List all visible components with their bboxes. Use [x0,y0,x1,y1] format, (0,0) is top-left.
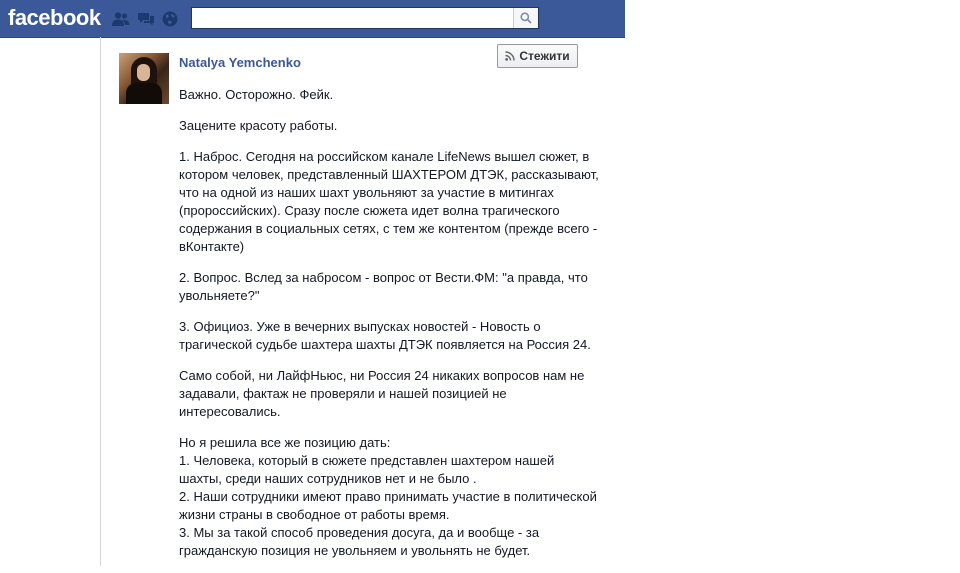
post-body [179,86,599,573]
follow-button[interactable] [497,44,578,68]
post-paragraph: 3. Официоз. Уже в вечерних выпусках новостей - Новость о трагической судьбе шахтера шахты ДТЭК появляется на Россия 24. [179,319,591,352]
post-paragraph: Но я решила все же позицию дать: 1. Человека, который в сюжете представлен шахтером нашей шахты, среди наших сотрудников нет и не было . 2. Наши сотрудники имеют право принимать участие в политической жизни страны в свободное от работы время. 3. Мы за такой способ проведения досуга, да и вообще - за гражданскую позиция не увольняем и увольнять не будет. [179,435,597,558]
notifications-icon[interactable] [162,11,178,27]
author-name-link[interactable]: Natalya Yemchenko [179,55,301,70]
facebook-logo[interactable]: facebook [8,5,101,30]
post-paragraph: Само собой, ни ЛайфНьюс, ни Россия 24 никаких вопросов нам не задавали, фактаж не проверяли и нашей позицией не интересовались. [179,368,585,419]
column-divider [100,37,101,566]
messages-icon[interactable] [137,11,153,27]
search-box [191,7,539,29]
search-button[interactable] [513,8,538,28]
search-input[interactable] [192,8,515,28]
post-paragraph: 1. Наброс. Сегодня на российском канале LifeNews вышел сюжет, в котором человек, представленный ШАХТЕРОМ ДТЭК, рассказывают, что на одной из наших шахт увольняют за участие в митингах (пророссийских). Сразу после сюжета идет волна трагического содержания в социальных сетях, с тем же контентом (прежде всего - вКонтакте) [179,149,599,254]
post-paragraph: Важно. Осторожно. Фейк. [179,87,334,102]
search-icon [520,12,532,24]
friends-icon[interactable] [112,11,128,27]
author-avatar[interactable] [119,53,169,104]
rss-icon [505,51,515,61]
post-paragraph: 2. Вопрос. Вслед за набросом - вопрос от Вести.ФМ: "а правда, что увольняете?" [179,270,588,303]
top-navigation-bar [0,0,625,38]
follow-label: Стежити [519,49,570,63]
post-paragraph: Зацените красоту работы. [179,118,338,133]
